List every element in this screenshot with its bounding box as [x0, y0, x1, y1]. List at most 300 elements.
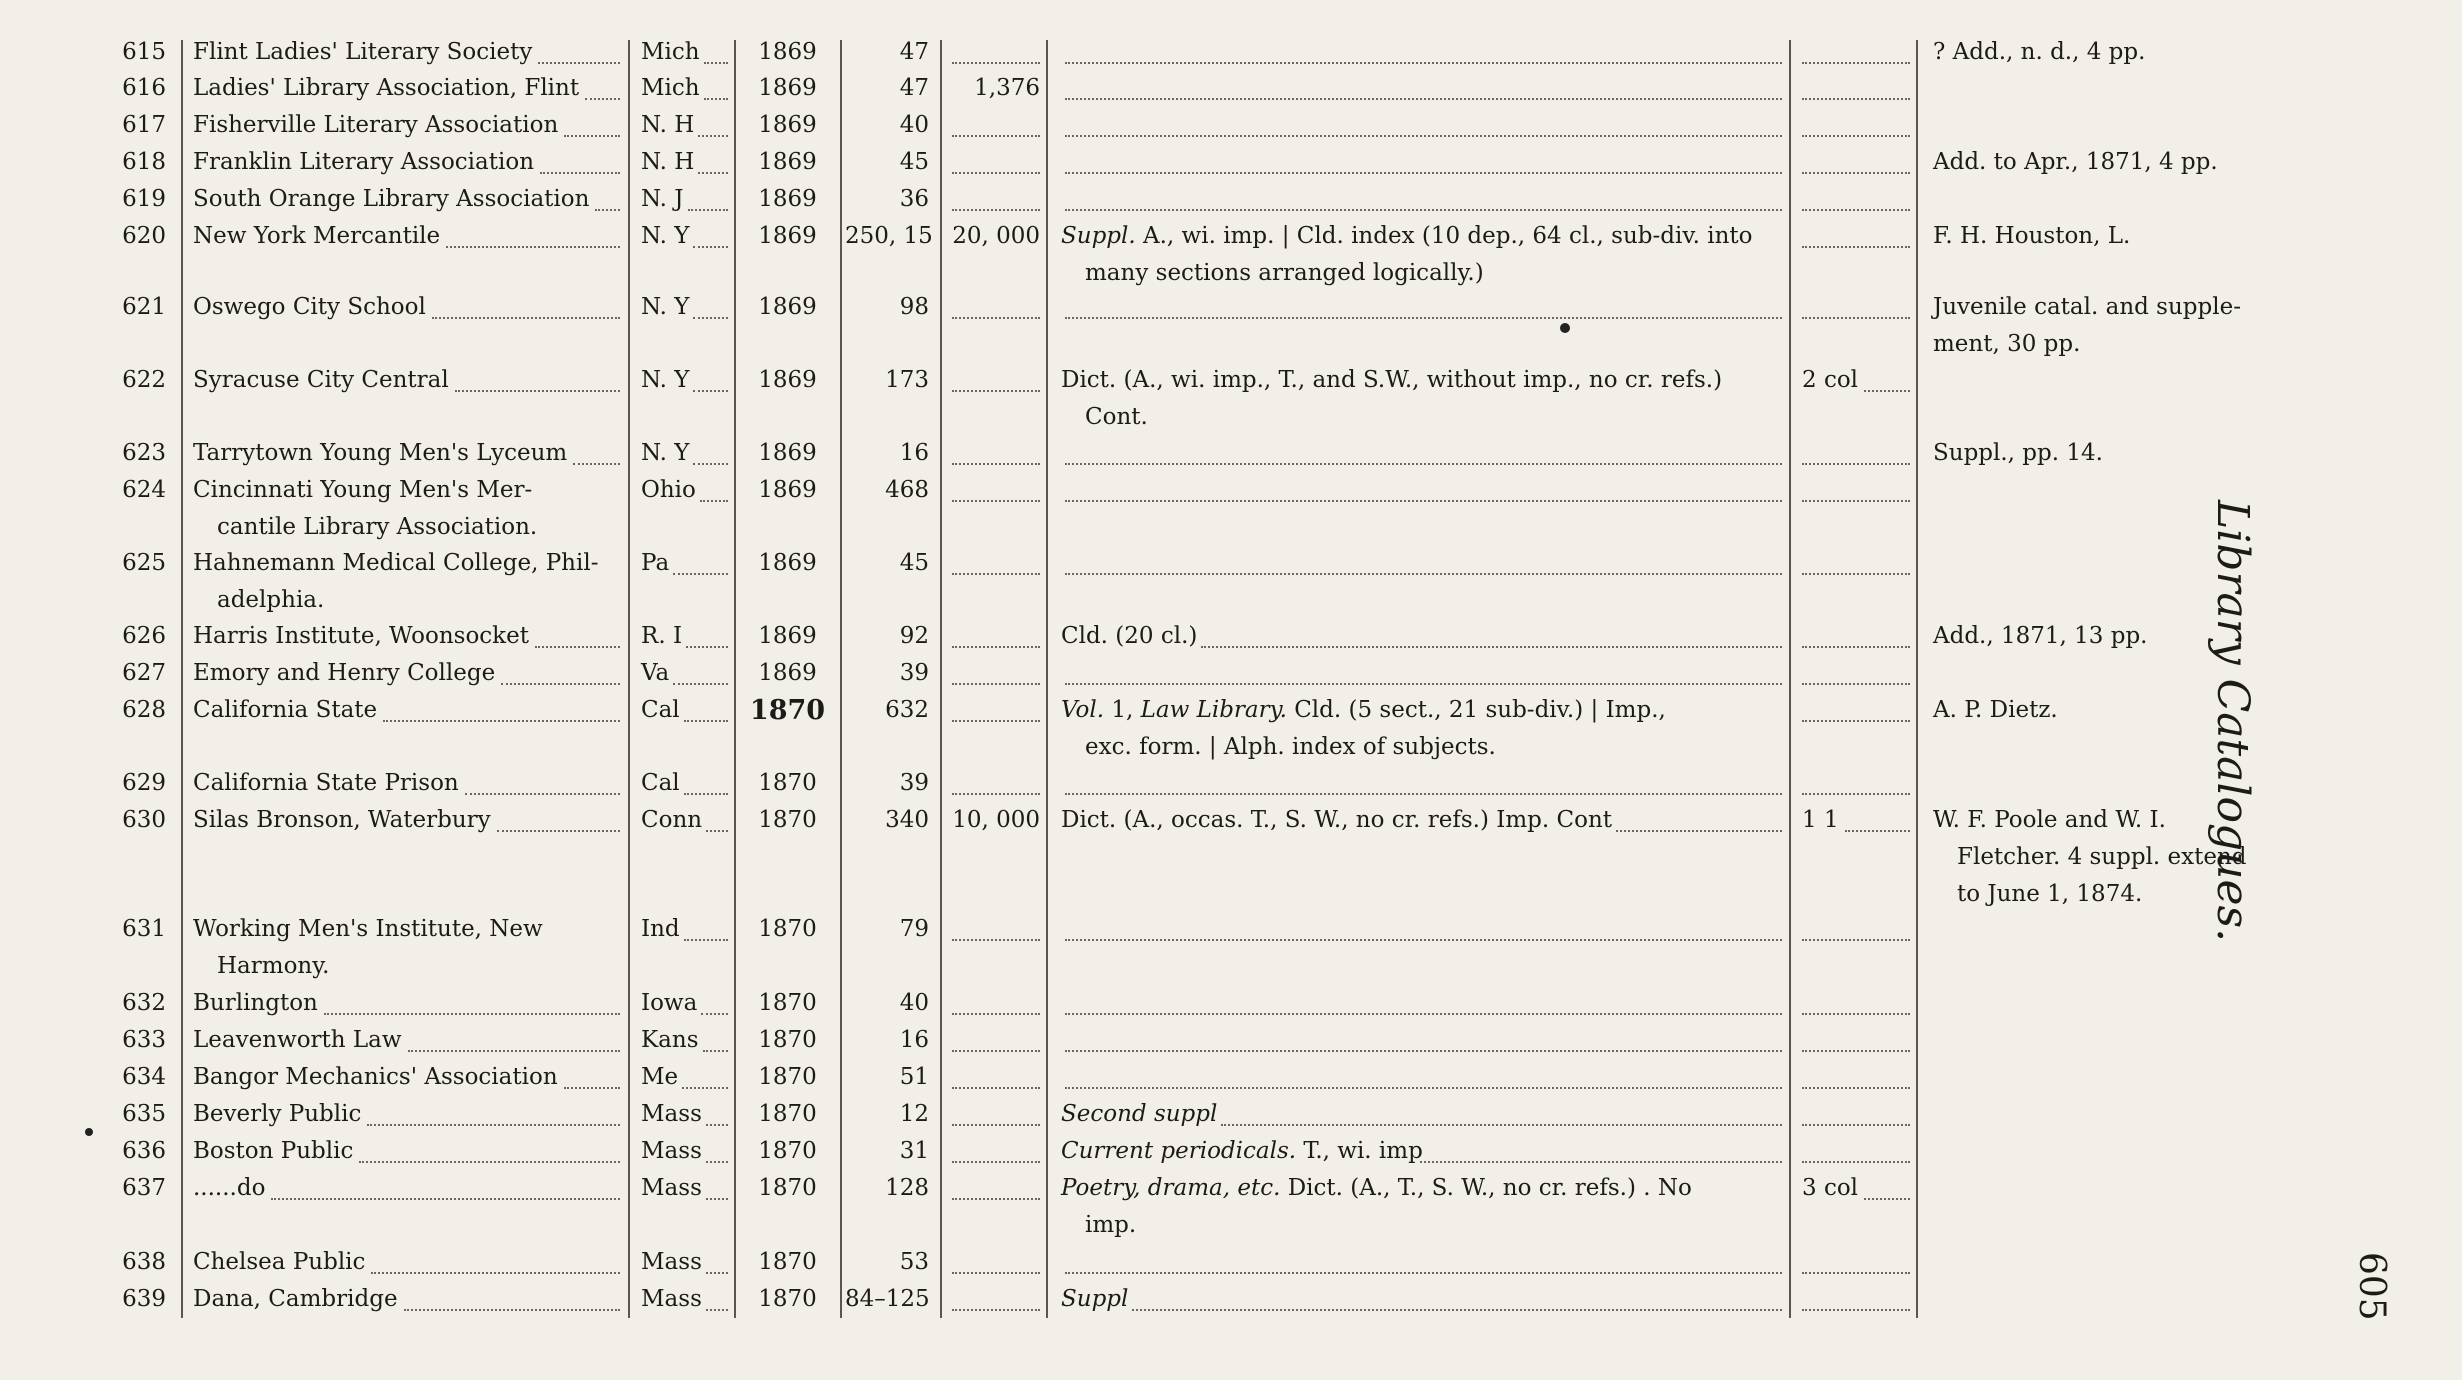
entry-number: 628 — [122, 697, 166, 723]
volumes: 20, 000 — [952, 223, 1040, 249]
state: Iowa — [641, 990, 698, 1016]
state: Ind — [641, 916, 680, 942]
year: 1869 — [758, 223, 817, 249]
ink-speck — [85, 1128, 93, 1136]
dot-leader — [952, 172, 1040, 174]
table-row — [0, 181, 2462, 218]
dot-leader — [573, 463, 620, 465]
dot-leader — [706, 1272, 728, 1274]
pages: 250, 15 — [845, 223, 933, 249]
dot-leader — [1802, 793, 1910, 795]
library-name: Emory and Henry College — [193, 660, 496, 686]
state: N. Y — [641, 440, 690, 466]
pages: 16 — [899, 1027, 929, 1053]
entry-number: 622 — [122, 367, 166, 393]
dot-leader — [1802, 317, 1910, 319]
dot-leader — [706, 1309, 728, 1311]
dot-leader — [1864, 1198, 1910, 1200]
state: N. H — [641, 149, 695, 175]
state: Mass — [641, 1286, 702, 1312]
entry-number: 637 — [122, 1175, 166, 1201]
library-name: Harris Institute, Woonsocket — [193, 623, 529, 649]
dot-leader — [701, 1013, 728, 1015]
year: 1869 — [758, 186, 817, 212]
dot-leader — [703, 1050, 728, 1052]
dot-leader — [684, 720, 728, 722]
dot-leader — [367, 1124, 620, 1126]
catalogue-description: Poetry, drama, etc. Dict. (A., T., S. W., no cr. refs.) . No — [1061, 1175, 1692, 1201]
dot-leader — [1802, 1050, 1910, 1052]
entry-number: 624 — [122, 477, 166, 503]
dot-leader — [952, 683, 1040, 685]
library-name: New York Mercantile — [193, 223, 441, 249]
dot-leader — [952, 317, 1040, 319]
table-row — [0, 618, 2462, 655]
year: 1869 — [758, 550, 817, 576]
state: N. Y — [641, 367, 690, 393]
dot-leader — [1065, 1013, 1782, 1015]
year: 1870 — [749, 695, 826, 726]
dot-leader — [1132, 1309, 1782, 1311]
state: Kans — [641, 1027, 699, 1053]
catalogue-description: Suppl. A., wi. imp. | Cld. index (10 dep., 64 cl., sub-div. into — [1061, 223, 1753, 249]
dot-leader — [455, 390, 620, 392]
table-row — [0, 144, 2462, 181]
library-name: Silas Bronson, Waterbury — [193, 807, 491, 833]
table-row — [0, 1022, 2462, 1059]
table-row — [0, 70, 2462, 107]
library-name-cont: Harmony. — [217, 953, 330, 979]
dot-leader — [1802, 246, 1910, 248]
library-name: Syracuse City Central — [193, 367, 449, 393]
dot-leader — [1802, 1272, 1910, 1274]
year: 1869 — [758, 294, 817, 320]
dot-leader — [1802, 500, 1910, 502]
dot-leader — [540, 172, 620, 174]
table-row — [0, 218, 2462, 286]
dot-leader — [693, 246, 728, 248]
state: N. Y — [641, 294, 690, 320]
dot-leader — [1845, 830, 1910, 832]
table-row — [0, 107, 2462, 144]
entry-number: 627 — [122, 660, 166, 686]
library-name: Ladies' Library Association, Flint — [193, 75, 580, 101]
dot-leader — [673, 683, 728, 685]
dot-leader — [595, 209, 620, 211]
table-row — [0, 765, 2462, 802]
dot-leader — [501, 683, 620, 685]
dot-leader — [1420, 1161, 1782, 1163]
entry-number: 629 — [122, 770, 166, 796]
state: Ohio — [641, 477, 696, 503]
page-number: 605 — [2351, 1252, 2392, 1321]
catalogue-description: Dict. (A., occas. T., S. W., no cr. refs.) Imp. Cont — [1061, 807, 1613, 833]
pages: 468 — [885, 477, 929, 503]
year: 1869 — [758, 660, 817, 686]
state: Va — [641, 660, 670, 686]
state: Mich — [641, 75, 700, 101]
year: 1869 — [758, 39, 817, 65]
dot-leader — [684, 939, 728, 941]
notes-cont: to June 1, 1874. — [1957, 881, 2143, 907]
dot-leader — [952, 1013, 1040, 1015]
dot-leader — [432, 317, 620, 319]
dot-leader — [952, 1087, 1040, 1089]
dot-leader — [682, 1087, 728, 1089]
library-name: Flint Ladies' Literary Society — [193, 39, 533, 65]
dot-leader — [404, 1309, 620, 1311]
table-row — [0, 985, 2462, 1022]
dot-leader — [952, 1198, 1040, 1200]
notes: Add., 1871, 13 pp. — [1933, 623, 2148, 649]
catalogue-description-cont: Cont. — [1085, 404, 1148, 430]
dot-leader — [1065, 62, 1782, 64]
entry-number: 631 — [122, 916, 166, 942]
entry-number: 632 — [122, 990, 166, 1016]
dot-leader — [952, 646, 1040, 648]
dot-leader — [952, 463, 1040, 465]
year: 1870 — [758, 990, 817, 1016]
catalogue-description: Vol. 1, Law Library. Cld. (5 sect., 21 sub-div.) | Imp., — [1061, 697, 1666, 723]
dot-leader — [383, 720, 620, 722]
dot-leader — [952, 62, 1040, 64]
year: 1869 — [758, 367, 817, 393]
pages: 98 — [899, 294, 929, 320]
table-row — [0, 472, 2462, 540]
entry-number: 635 — [122, 1101, 166, 1127]
catalogue-description-cont: exc. form. | Alph. index of subjects. — [1085, 734, 1496, 760]
year: 1870 — [758, 1249, 817, 1275]
dot-leader — [952, 793, 1040, 795]
dot-leader — [1201, 646, 1782, 648]
dot-leader — [952, 1124, 1040, 1126]
year: 1870 — [758, 1286, 817, 1312]
pages: 632 — [885, 697, 929, 723]
dot-leader — [952, 720, 1040, 722]
library-name: Fisherville Literary Association — [193, 112, 559, 138]
entry-number: 623 — [122, 440, 166, 466]
library-name: Beverly Public — [193, 1101, 362, 1127]
dot-leader — [952, 390, 1040, 392]
dot-leader — [1802, 646, 1910, 648]
table-row — [0, 435, 2462, 472]
dot-leader — [952, 1309, 1040, 1311]
column-format: 1 1 — [1802, 807, 1839, 833]
dot-leader — [704, 62, 728, 64]
dot-leader — [1065, 172, 1782, 174]
entry-number: 639 — [122, 1286, 166, 1312]
dot-leader — [952, 1161, 1040, 1163]
dot-leader — [1802, 463, 1910, 465]
pages: 12 — [899, 1101, 929, 1127]
dot-leader — [693, 390, 728, 392]
pages: 45 — [899, 149, 929, 175]
dot-leader — [693, 463, 728, 465]
year: 1869 — [758, 112, 817, 138]
year: 1870 — [758, 1064, 817, 1090]
catalogue-description: Cld. (20 cl.) — [1061, 623, 1198, 649]
pages: 16 — [899, 440, 929, 466]
library-name: Boston Public — [193, 1138, 354, 1164]
pages: 340 — [885, 807, 929, 833]
state: Mass — [641, 1138, 702, 1164]
dot-leader — [1802, 98, 1910, 100]
entry-number: 625 — [122, 550, 166, 576]
table-row — [0, 34, 2462, 71]
library-name: Cincinnati Young Men's Mer- — [193, 477, 533, 503]
year: 1870 — [758, 770, 817, 796]
dot-leader — [1802, 1161, 1910, 1163]
ink-speck — [1560, 323, 1570, 333]
catalogue-description-cont: many sections arranged logically.) — [1085, 260, 1484, 286]
dot-leader — [1616, 830, 1782, 832]
year: 1870 — [758, 1027, 817, 1053]
pages: 36 — [899, 186, 929, 212]
pages: 51 — [899, 1064, 929, 1090]
table-row — [0, 655, 2462, 692]
dot-leader — [538, 62, 620, 64]
dot-leader — [1065, 98, 1782, 100]
catalogue-description: Second suppl — [1061, 1101, 1218, 1127]
library-name: Burlington — [193, 990, 318, 1016]
dot-leader — [359, 1161, 620, 1163]
notes: ? Add., n. d., 4 pp. — [1933, 39, 2146, 65]
notes-cont: ment, 30 pp. — [1933, 331, 2081, 357]
table-row — [0, 1170, 2462, 1238]
dot-leader — [684, 793, 728, 795]
library-name-cont: adelphia. — [217, 587, 325, 613]
entry-number: 619 — [122, 186, 166, 212]
dot-leader — [1802, 1124, 1910, 1126]
pages: 40 — [899, 112, 929, 138]
entry-number: 626 — [122, 623, 166, 649]
state: Mass — [641, 1249, 702, 1275]
library-name: Working Men's Institute, New — [193, 916, 543, 942]
column-format: 3 col — [1802, 1175, 1859, 1201]
dot-leader — [673, 573, 728, 575]
dot-leader — [706, 1124, 728, 1126]
library-name: South Orange Library Association — [193, 186, 590, 212]
year: 1869 — [758, 75, 817, 101]
state: Pa — [641, 550, 670, 576]
catalogue-description-cont: imp. — [1085, 1212, 1137, 1238]
column-format: 2 col — [1802, 367, 1859, 393]
catalogue-description: Current periodicals. T., wi. imp — [1061, 1138, 1423, 1164]
table-row — [0, 1244, 2462, 1281]
dot-leader — [693, 317, 728, 319]
table-row — [0, 1096, 2462, 1133]
dot-leader — [1065, 209, 1782, 211]
dot-leader — [952, 135, 1040, 137]
year: 1870 — [758, 1175, 817, 1201]
library-name-cont: cantile Library Association. — [217, 514, 538, 540]
dot-leader — [1802, 135, 1910, 137]
pages: 31 — [899, 1138, 929, 1164]
dot-leader — [686, 646, 728, 648]
catalogue-description: Suppl — [1061, 1286, 1129, 1312]
state: N. J — [641, 186, 684, 212]
pages: 47 — [899, 75, 929, 101]
dot-leader — [698, 135, 728, 137]
dot-leader — [1065, 1050, 1782, 1052]
notes: W. F. Poole and W. I. — [1933, 807, 2166, 833]
entry-number: 615 — [122, 39, 166, 65]
entry-number: 636 — [122, 1138, 166, 1164]
table-row — [0, 802, 2462, 907]
notes: F. H. Houston, L. — [1933, 223, 2131, 249]
year: 1870 — [758, 1138, 817, 1164]
year: 1870 — [758, 807, 817, 833]
dot-leader — [446, 246, 620, 248]
dot-leader — [952, 573, 1040, 575]
library-name: Leavenworth Law — [193, 1027, 402, 1053]
dot-leader — [371, 1272, 620, 1274]
volumes: 10, 000 — [952, 807, 1040, 833]
library-name: Oswego City School — [193, 294, 426, 320]
library-name: California State Prison — [193, 770, 459, 796]
table-row — [0, 911, 2462, 979]
state: N. H — [641, 112, 695, 138]
year: 1869 — [758, 149, 817, 175]
dot-leader — [1802, 939, 1910, 941]
dot-leader — [1802, 62, 1910, 64]
dot-leader — [585, 98, 620, 100]
entry-number: 630 — [122, 807, 166, 833]
state: Mass — [641, 1101, 702, 1127]
library-name: ......do — [193, 1175, 266, 1201]
entry-number: 638 — [122, 1249, 166, 1275]
entry-number: 618 — [122, 149, 166, 175]
dot-leader — [1802, 720, 1910, 722]
state: Mass — [641, 1175, 702, 1201]
dot-leader — [564, 1087, 620, 1089]
table-row — [0, 1281, 2462, 1318]
dot-leader — [465, 793, 620, 795]
dot-leader — [952, 1050, 1040, 1052]
year: 1869 — [758, 440, 817, 466]
state: Mich — [641, 39, 700, 65]
running-title: Library Catalogues. — [2207, 500, 2258, 943]
library-name: Tarrytown Young Men's Lyceum — [193, 440, 568, 466]
dot-leader — [535, 646, 620, 648]
state: Me — [641, 1064, 679, 1090]
library-name: Bangor Mechanics' Association — [193, 1064, 558, 1090]
dot-leader — [1802, 1309, 1910, 1311]
state: Conn — [641, 807, 703, 833]
dot-leader — [1065, 1087, 1782, 1089]
pages: 40 — [899, 990, 929, 1016]
dot-leader — [700, 500, 728, 502]
dot-leader — [324, 1013, 620, 1015]
table-row — [0, 545, 2462, 613]
notes: Add. to Apr., 1871, 4 pp. — [1933, 149, 2218, 175]
dot-leader — [1065, 573, 1782, 575]
pages: 173 — [885, 367, 929, 393]
notes: A. P. Dietz. — [1933, 697, 2058, 723]
library-name: California State — [193, 697, 378, 723]
pages: 84–125 — [845, 1286, 930, 1312]
pages: 47 — [899, 39, 929, 65]
table-row — [0, 1133, 2462, 1170]
dot-leader — [1221, 1124, 1782, 1126]
notes-cont: Fletcher. 4 suppl. extend — [1957, 844, 2247, 870]
state: Cal — [641, 770, 680, 796]
volumes: 1,376 — [974, 75, 1040, 101]
entry-number: 634 — [122, 1064, 166, 1090]
dot-leader — [706, 1198, 728, 1200]
table-row — [0, 1059, 2462, 1096]
dot-leader — [564, 135, 620, 137]
library-name: Hahnemann Medical College, Phil- — [193, 550, 599, 576]
entry-number: 617 — [122, 112, 166, 138]
dot-leader — [497, 830, 620, 832]
dot-leader — [698, 172, 728, 174]
state: Cal — [641, 697, 680, 723]
state: R. I — [641, 623, 683, 649]
dot-leader — [1802, 172, 1910, 174]
pages: 39 — [899, 770, 929, 796]
table-row — [0, 289, 2462, 357]
notes: Juvenile catal. and supple- — [1933, 294, 2241, 320]
entry-number: 620 — [122, 223, 166, 249]
catalogue-description: Dict. (A., wi. imp., T., and S.W., without imp., no cr. refs.) — [1061, 367, 1723, 393]
dot-leader — [1802, 1013, 1910, 1015]
dot-leader — [706, 830, 728, 832]
entry-number: 621 — [122, 294, 166, 320]
dot-leader — [1065, 317, 1782, 319]
notes: Suppl., pp. 14. — [1933, 440, 2103, 466]
year: 1869 — [758, 623, 817, 649]
library-name: Chelsea Public — [193, 1249, 366, 1275]
dot-leader — [952, 1272, 1040, 1274]
dot-leader — [952, 939, 1040, 941]
dot-leader — [1065, 500, 1782, 502]
pages: 45 — [899, 550, 929, 576]
table-row — [0, 692, 2462, 760]
dot-leader — [408, 1050, 620, 1052]
dot-leader — [688, 209, 729, 211]
year: 1870 — [758, 1101, 817, 1127]
dot-leader — [1065, 135, 1782, 137]
dot-leader — [1065, 793, 1782, 795]
table-row — [0, 362, 2462, 430]
dot-leader — [952, 209, 1040, 211]
dot-leader — [1864, 390, 1910, 392]
year: 1870 — [758, 916, 817, 942]
dot-leader — [704, 98, 728, 100]
pages: 92 — [899, 623, 929, 649]
dot-leader — [706, 1161, 728, 1163]
dot-leader — [1802, 683, 1910, 685]
year: 1869 — [758, 477, 817, 503]
pages: 53 — [899, 1249, 929, 1275]
dot-leader — [1802, 573, 1910, 575]
dot-leader — [1065, 1272, 1782, 1274]
dot-leader — [1802, 1087, 1910, 1089]
dot-leader — [1065, 939, 1782, 941]
dot-leader — [1065, 683, 1782, 685]
dot-leader — [271, 1198, 620, 1200]
library-name: Dana, Cambridge — [193, 1286, 398, 1312]
dot-leader — [1065, 463, 1782, 465]
entry-number: 633 — [122, 1027, 166, 1053]
entry-number: 616 — [122, 75, 166, 101]
pages: 39 — [899, 660, 929, 686]
dot-leader — [1802, 209, 1910, 211]
pages: 128 — [885, 1175, 929, 1201]
pages: 79 — [899, 916, 929, 942]
library-name: Franklin Literary Association — [193, 149, 535, 175]
